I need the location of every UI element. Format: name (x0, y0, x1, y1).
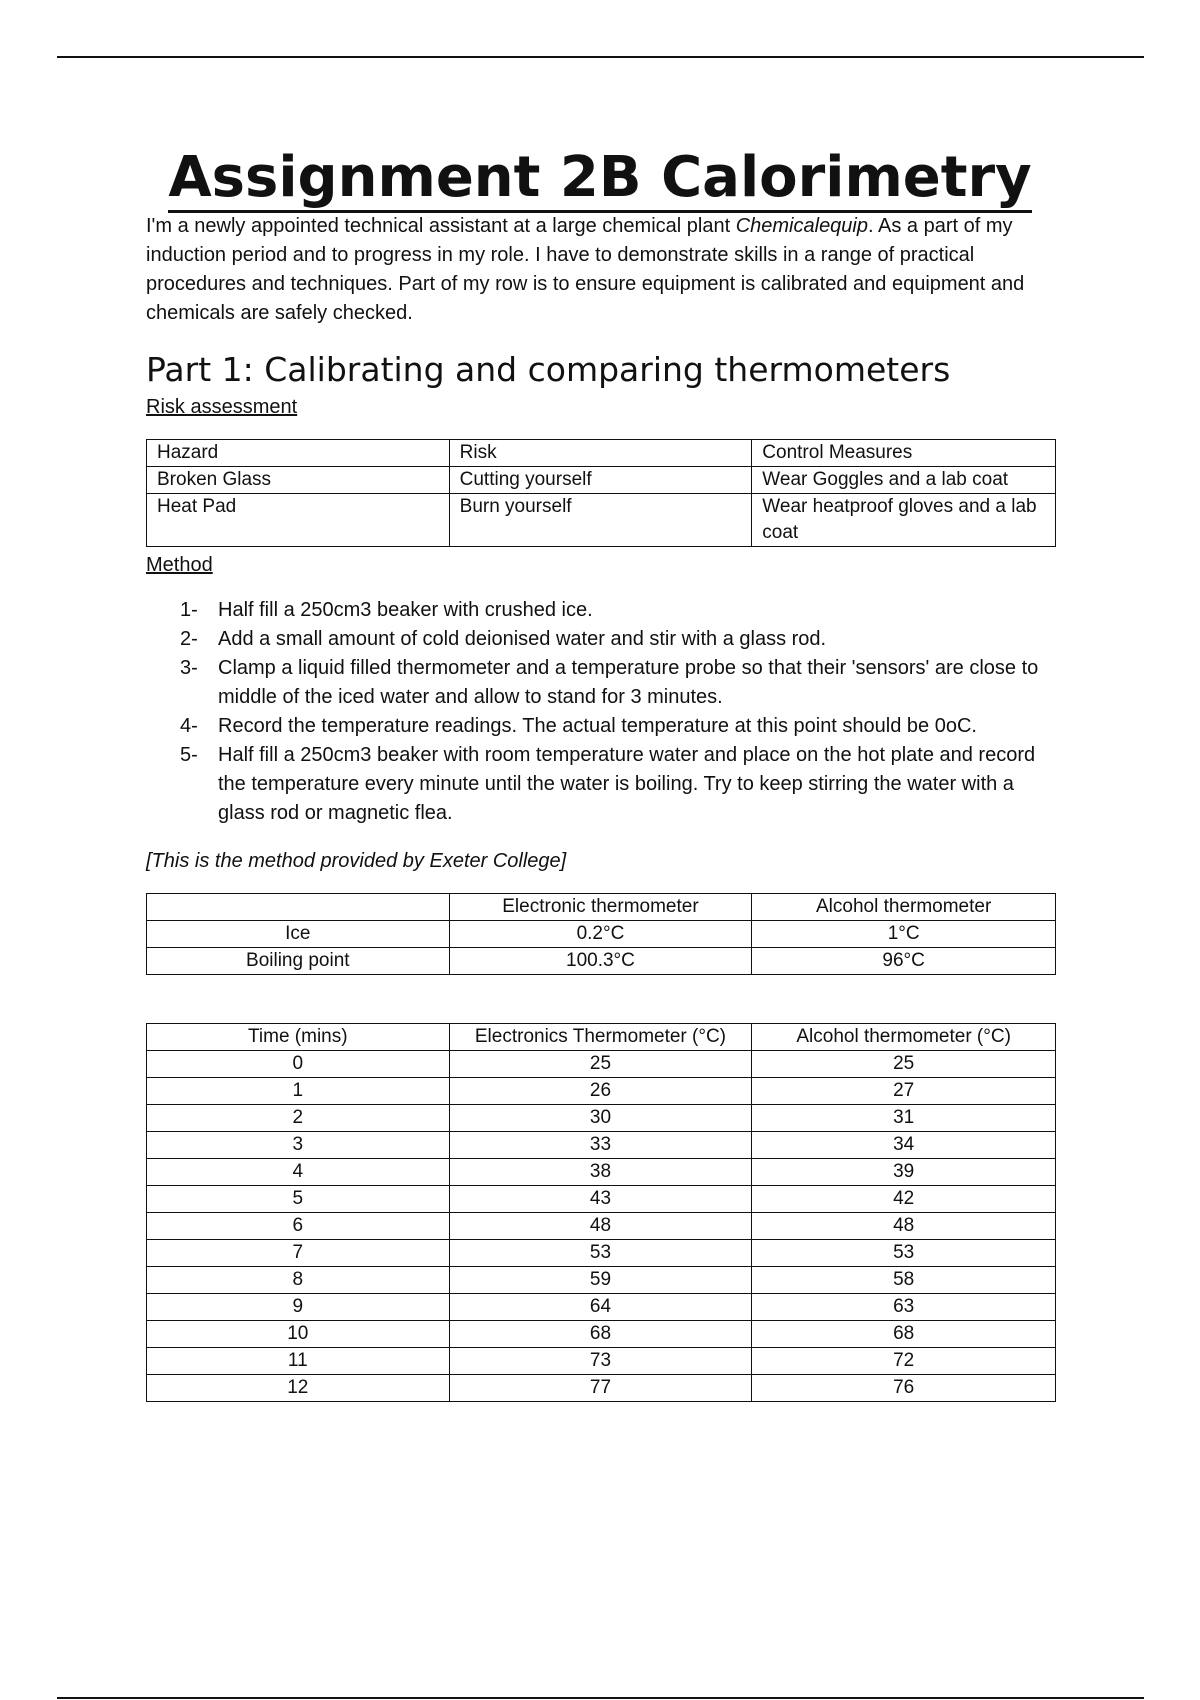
table-row (147, 948, 1056, 975)
table-row (147, 1267, 1056, 1294)
table-row (147, 921, 1056, 948)
table-cell: 100.3°C (449, 948, 752, 975)
table-header-cell (147, 894, 450, 921)
table-cell: 64 (449, 1294, 752, 1321)
step-text: Half fill a 250cm3 beaker with crushed ice. (218, 599, 593, 621)
step-number: 5- (180, 744, 198, 766)
temperature-time-table (146, 1023, 1056, 1402)
table-cell: Wear heatproof gloves and a lab coat (752, 494, 1056, 547)
table-cell: 53 (449, 1240, 752, 1267)
table-cell: 58 (752, 1267, 1056, 1294)
table-cell: 4 (147, 1159, 450, 1186)
intro-text-2: . As a part of my induction period and to progress in my role. I have to demonstrate skills in a range of practical procedures and techniques. Part of my row is to ensure equipment is calibrated and equipment and chemicals are safely checked. (146, 215, 1025, 324)
table-row (147, 1186, 1056, 1213)
step-number: 1- (180, 599, 198, 621)
table-cell: 25 (752, 1051, 1056, 1078)
list-item (180, 625, 1060, 654)
table-header-cell: Control Measures (752, 440, 1056, 467)
table-cell: 43 (449, 1186, 752, 1213)
table-cell: 59 (449, 1267, 752, 1294)
table-header-cell: Alcohol thermometer (752, 894, 1056, 921)
risk-table (146, 439, 1056, 547)
step-text: Half fill a 250cm3 beaker with room temperature water and place on the hot plate and record the temperature every minute until the water is boiling. Try to keep stirring the water with a glass rod or magnetic flea. (218, 744, 1036, 824)
table-cell: Wear Goggles and a lab coat (752, 467, 1056, 494)
table-cell: 1 (147, 1078, 450, 1105)
table-row (147, 1078, 1056, 1105)
list-item (180, 596, 1060, 625)
page-title: Assignment 2B Calorimetry (0, 146, 1200, 210)
table-header-row (147, 1024, 1056, 1051)
step-number: 3- (180, 657, 198, 679)
table-row (147, 1132, 1056, 1159)
list-item (180, 741, 1060, 828)
table-cell: 25 (449, 1051, 752, 1078)
table-cell: 7 (147, 1240, 450, 1267)
table-row (147, 1348, 1056, 1375)
table-cell: Ice (147, 921, 450, 948)
table-cell: Boiling point (147, 948, 450, 975)
table-cell: 3 (147, 1132, 450, 1159)
table-cell: 9 (147, 1294, 450, 1321)
method-list (180, 596, 1060, 828)
table-cell: 0 (147, 1051, 450, 1078)
table-cell: 8 (147, 1267, 450, 1294)
table-header-cell: Electronic thermometer (449, 894, 752, 921)
table-cell: 68 (752, 1321, 1056, 1348)
table-cell: 31 (752, 1105, 1056, 1132)
table-cell: 39 (752, 1159, 1056, 1186)
table-cell: 42 (752, 1186, 1056, 1213)
table-row (147, 1375, 1056, 1402)
table-cell: 12 (147, 1375, 450, 1402)
table-cell: 11 (147, 1348, 450, 1375)
table-cell: 0.2°C (449, 921, 752, 948)
method-source-note: [This is the method provided by Exeter College] (146, 850, 567, 872)
table-cell: 1°C (752, 921, 1056, 948)
table-cell: Burn yourself (449, 494, 752, 547)
step-number: 4- (180, 715, 198, 737)
table-cell: Cutting yourself (449, 467, 752, 494)
list-item (180, 712, 1060, 741)
table-row (147, 1213, 1056, 1240)
table-cell: 72 (752, 1348, 1056, 1375)
table-header-cell: Electronics Thermometer (°C) (449, 1024, 752, 1051)
table-row (147, 1321, 1056, 1348)
header-rule (57, 56, 1144, 58)
table-cell: 38 (449, 1159, 752, 1186)
table-row (147, 494, 1056, 547)
table-header-cell: Risk (449, 440, 752, 467)
method-label: Method (146, 554, 213, 576)
table-cell: 26 (449, 1078, 752, 1105)
table-cell: Heat Pad (147, 494, 450, 547)
table-header-cell: Time (mins) (147, 1024, 450, 1051)
step-number: 2- (180, 628, 198, 650)
table-row (147, 467, 1056, 494)
table-cell: 48 (449, 1213, 752, 1240)
table-cell: 63 (752, 1294, 1056, 1321)
calibration-table (146, 893, 1056, 975)
step-text: Add a small amount of cold deionised water and stir with a glass rod. (218, 628, 827, 650)
table-header-cell: Hazard (147, 440, 450, 467)
table-header-row (147, 440, 1056, 467)
table-cell: 48 (752, 1213, 1056, 1240)
table-cell: 76 (752, 1375, 1056, 1402)
table-header-row (147, 894, 1056, 921)
table-cell: 33 (449, 1132, 752, 1159)
table-header-cell: Alcohol thermometer (°C) (752, 1024, 1056, 1051)
table-cell: 96°C (752, 948, 1056, 975)
table-cell: Broken Glass (147, 467, 450, 494)
footer-rule (57, 1697, 1144, 1699)
table-cell: 77 (449, 1375, 752, 1402)
intro-text-1: I'm a newly appointed technical assistant at a large chemical plant (146, 215, 736, 237)
part1-heading: Part 1: Calibrating and comparing thermometers (146, 350, 951, 389)
table-row (147, 1051, 1056, 1078)
table-cell: 53 (752, 1240, 1056, 1267)
table-cell: 27 (752, 1078, 1056, 1105)
intro-paragraph (146, 212, 1066, 328)
table-row (147, 1105, 1056, 1132)
table-row (147, 1159, 1056, 1186)
list-item (180, 654, 1060, 712)
step-text: Record the temperature readings. The actual temperature at this point should be 0oC. (218, 715, 977, 737)
table-cell: 73 (449, 1348, 752, 1375)
table-cell: 68 (449, 1321, 752, 1348)
table-cell: 2 (147, 1105, 450, 1132)
table-cell: 10 (147, 1321, 450, 1348)
table-cell: 5 (147, 1186, 450, 1213)
step-text: Clamp a liquid filled thermometer and a temperature probe so that their 'sensors' are close to middle of the iced water and allow to stand for 3 minutes. (218, 657, 1039, 708)
intro-company: Chemicalequip (735, 215, 868, 237)
table-cell: 34 (752, 1132, 1056, 1159)
table-row (147, 1294, 1056, 1321)
table-cell: 6 (147, 1213, 450, 1240)
table-cell: 30 (449, 1105, 752, 1132)
risk-assessment-label: Risk assessment (146, 396, 298, 418)
table-row (147, 1240, 1056, 1267)
